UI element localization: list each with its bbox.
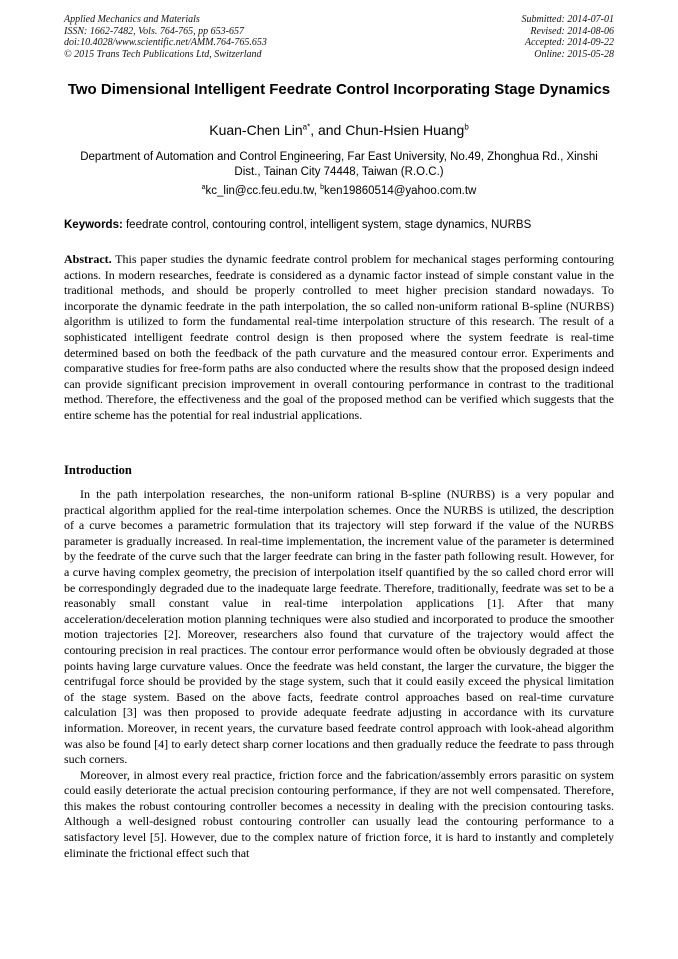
introduction-body [64,487,614,861]
keywords-label: Keywords: [64,219,123,231]
accepted-date: Accepted: 2014-09-22 [524,37,614,48]
email-superscript: a [201,184,206,191]
doi-line: doi:10.4028/www.scientific.net/AMM.764-765.653 [64,37,267,48]
email-link[interactable]: kc_lin@cc.feu.edu.tw, [205,184,321,197]
revised-date: Revised: 2014-08-06 [530,25,614,37]
abstract-text: This paper studies the dynamic feedrate control problem for mechanical stages performing contouring actions. In modern researches, feedrate is considered as a dynamic factor instead of simple constant value in the traditional methods, and should be properly controlled to meet higher precision standard nowadays. To incorporate the dynamic feedrate in the path interpolation, the so called non-uniform rational B-spline (NURBS) algorithm is utilized to form the fundamental real-time interpolation structure of this research. The result of a sophisticated intelligent feedrate control design is then proposed where the system feedrate is real-time determined based on both the feedback of the path curvature and the measured contour error. Experiments and comparative studies for free-form paths are also conducted where the results show that the proposed design indeed can provide significant precision improvement in overall contouring performance in contrast to the traditional method. Therefore, the effectiveness and the goal of the proposed method can be verified which suggests that the entire scheme has the potential for real industrial applications. [64,252,614,422]
paragraph: In the path interpolation researches, the non-uniform rational B-spline (NURBS) is a very popular and practical algorithm applied for the real-time interpolation schemes. Once the NURBS is utilized, the description of a curve becomes a parametric formulation that its trajectory will step forward if the value of the NURBS parameter is gradually increased. In real-time implementation, the increment value of the parameter is determined by the feedrate of the curve such that the larger feedrate can bring in the faster path following result. However, for a curve having complex geometry, the precision of interpolation itself quantified by the so called chord error will be correspondingly degraded due to the inadequate large feedrate. Therefore, traditionally, feedrate was set to be a reasonably small constant value in real-time interpolation applications [1]. After that many acceleration/deceleration motion planning techniques were also studied and incorporated to produce the smoother motion trajectories [2]. Moreover, researchers also found that curvature of the trajectory would affect the contouring precision in real practices. The contour error performance would often be obviously degraded at those points having large curvature values. Once the feedrate was held constant, the larger the curvature, the bigger the centrifugal force should be provided by the stage system, such that it could easily exceed the physical limitation of the stage system. Based on the above facts, feedrate control approaches based on real-time curvature calculation [3] was then proposed to provide adequate feedrate adjusting in accordance with its curvature information. Moreover, in recent years, the curvature based feedrate control approach with look-ahead algorithm was also be found [4] to early detect sharp corner locations and then gradually reduce the feedrate to pass through such corners. [64,487,614,767]
author-emails [64,184,614,197]
author-name: Chun-Hsien Huang [345,122,465,138]
abstract [64,252,614,424]
journal-header [64,14,614,64]
author-name: Kuan-Chen Lin [209,122,303,138]
keywords [64,219,614,231]
issn-line: ISSN: 1662-7482, Vols. 764-765, pp 653-657 [64,25,244,37]
author-list [64,122,614,138]
section-heading-introduction: Introduction [64,463,132,477]
keywords-text: feedrate control, contouring control, intelligent system, stage dynamics, NURBS [122,219,532,231]
journal-info [64,14,267,60]
affiliation: Department of Automation and Control Engineering, Far East University, No.49, Zhonghua Rd., Xinshi Dist., Tainan City 74448, Taiwan (R.O.C.) [80,151,598,178]
email-link[interactable]: ken19860514@yahoo.com.tw [324,184,477,197]
email-superscript: b [320,184,325,191]
copyright-line: © 2015 Trans Tech Publications Ltd, Switzerland [64,48,262,60]
author-superscript: b [464,122,469,132]
journal-name: Applied Mechanics and Materials [64,14,200,25]
submitted-date: Submitted: 2014-07-01 [521,14,614,25]
abstract-label: Abstract. [64,252,112,266]
paper-title: Two Dimensional Intelligent Feedrate Control Incorporating Stage Dynamics [67,81,611,98]
publication-dates [522,14,615,60]
author-superscript: a* [302,122,311,132]
paragraph: Moreover, in almost every real practice, friction force and the fabrication/assembly errors parasitic on system could easily deteriorate the actual precision contouring performance, if they are not well compensated. Therefore, this makes the robust contouring controller becomes a necessity in dealing with the precision contouring tasks. Although a well-designed robust contouring controller can usually lead the contouring performance to a satisfactory level [5]. However, due to the complex nature of friction force, it is hard to instantly and completely eliminate the frictional effect such that [64,767,614,860]
online-date: Online: 2015-05-28 [534,48,614,60]
author-separator: , and [310,122,346,138]
